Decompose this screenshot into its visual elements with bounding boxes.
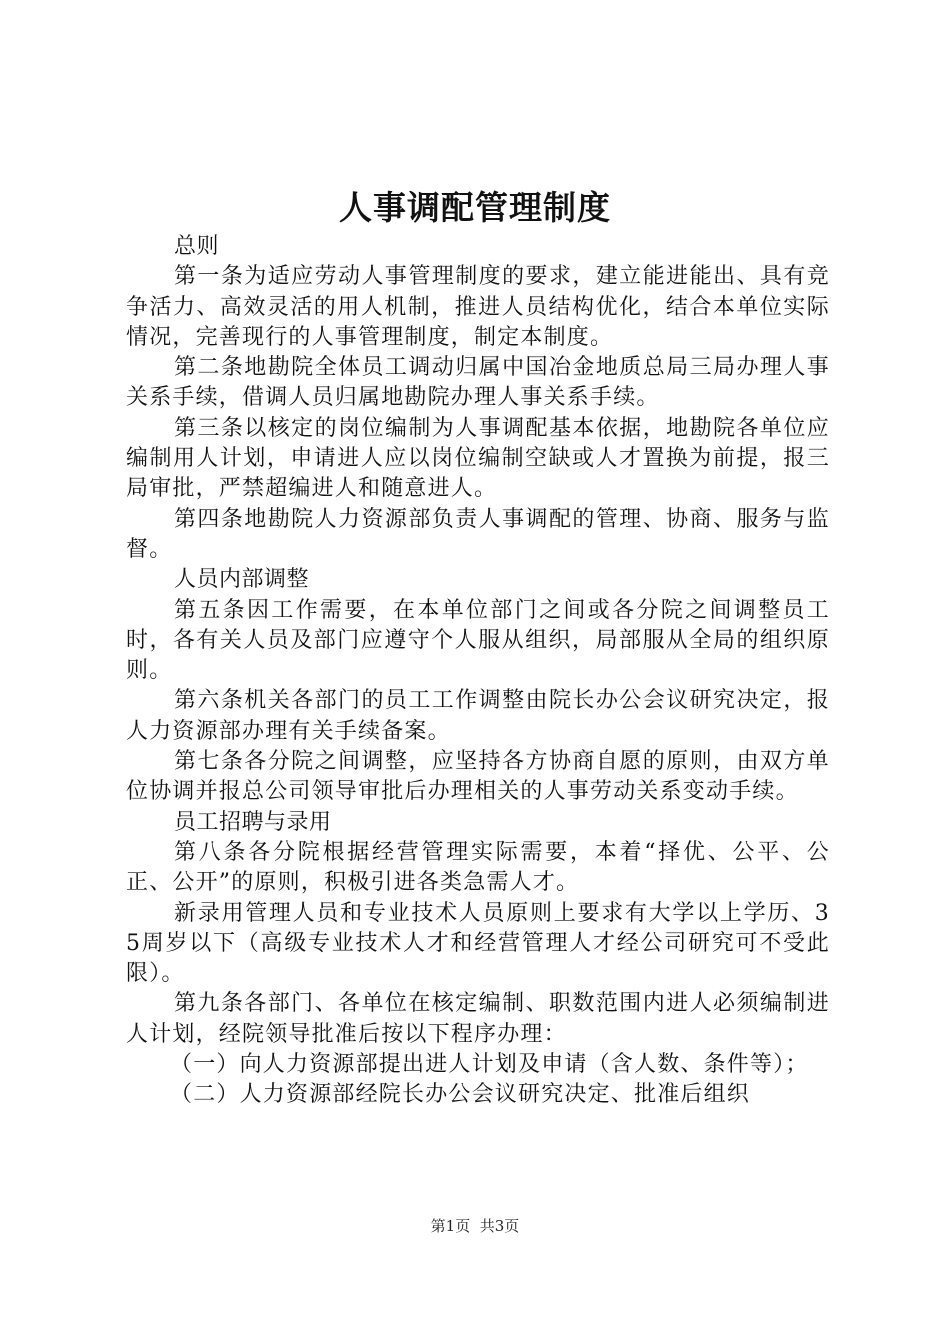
section-heading-general: 总则 xyxy=(174,234,220,259)
article-5: 第五条因工作需要，在本单位部门之间或各分院之间调整员工时，各有关人员及部门应遵守个人服从组织，局部服从全局的组织原则。 xyxy=(126,597,830,684)
article-4: 第四条地勘院人力资源部负责人事调配的管理、协商、服务与监督。 xyxy=(126,506,830,562)
recruitment-requirements: 新录用管理人员和专业技术人员原则上要求有大学以上学历、35周岁以下（高级专业技术人才和经营管理人才经公司研究可不受此限）。 xyxy=(126,900,830,987)
article-9: 第九条各部门、各单位在核定编制、职数范围内进人必须编制进人计划，经院领导批准后按以下程序办理： xyxy=(126,991,830,1047)
page-number: 第1页 xyxy=(430,1217,471,1235)
page-footer xyxy=(0,1216,950,1236)
section-heading-recruitment: 员工招聘与录用 xyxy=(174,809,332,835)
section-heading-internal-adjustment: 人员内部调整 xyxy=(174,567,310,593)
article-8: 第八条各分院根据经营管理实际需要，本着“择优、公平、公正、公开”的原则，积极引进各类急需人才。 xyxy=(126,839,830,896)
document-title: 人事调配管理制度 xyxy=(339,188,611,227)
document-body xyxy=(126,232,830,1111)
article-7: 第七条各分院之间调整，应坚持各方协商自愿的原则，由双方单位协调并报总公司领导审批后办理相关的人事劳动关系变动手续。 xyxy=(126,749,830,805)
article-2: 第二条地勘院全体员工调动归属中国冶金地质总局三局办理人事关系手续，借调人员归属地勘院办理人事关系手续。 xyxy=(126,355,830,411)
page-total: 共3页 xyxy=(479,1217,520,1235)
procedure-step-2: （二）人力资源部经院长办公会议研究决定、批准后组织 xyxy=(170,1082,751,1108)
article-6: 第六条机关各部门的员工工作调整由院长办公会议研究决定，报人力资源部办理有关手续备案。 xyxy=(126,688,830,744)
article-1: 第一条为适应劳动人事管理制度的要求，建立能进能出、具有竞争活力、高效灵活的用人机制，推进人员结构优化，结合本单位实际情况，完善现行的人事管理制度，制定本制度。 xyxy=(126,264,830,350)
procedure-step-1: （一）向人力资源部提出进人计划及申请（含人数、条件等）； xyxy=(170,1052,809,1078)
article-3: 第三条以核定的岗位编制为人事调配基本依据，地勘院各单位应编制用人计划，申请进人应以岗位编制空缺或人才置换为前提，报三局审批，严禁超编进人和随意进人。 xyxy=(126,415,830,502)
